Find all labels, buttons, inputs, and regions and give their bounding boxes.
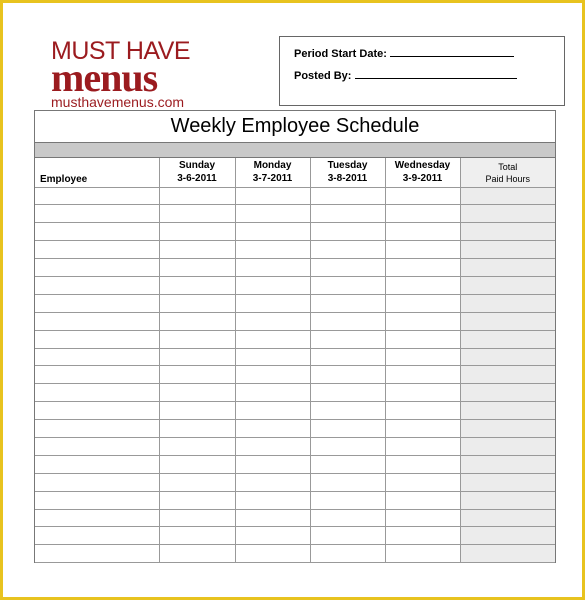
employee-cell[interactable] xyxy=(35,455,159,473)
shift-cell[interactable] xyxy=(310,437,385,455)
day-column-header-monday xyxy=(235,158,310,187)
header-gray-band xyxy=(35,142,555,158)
shift-cell[interactable] xyxy=(310,491,385,509)
shift-cell[interactable] xyxy=(385,294,460,312)
schedule-grid xyxy=(35,158,555,563)
employee-cell[interactable] xyxy=(35,312,159,330)
day-column-header-tuesday xyxy=(310,158,385,187)
shift-cell[interactable] xyxy=(385,366,460,384)
employee-cell[interactable] xyxy=(35,402,159,420)
total-hours-cell[interactable] xyxy=(460,348,555,366)
shift-cell[interactable] xyxy=(159,402,235,420)
shift-cell[interactable] xyxy=(385,187,460,205)
table-row xyxy=(35,437,555,455)
schedule-header-row xyxy=(35,158,555,187)
shift-cell[interactable] xyxy=(385,473,460,491)
total-hours-cell[interactable] xyxy=(460,509,555,527)
employee-cell[interactable] xyxy=(35,473,159,491)
shift-cell[interactable] xyxy=(159,187,235,205)
shift-cell[interactable] xyxy=(235,348,310,366)
shift-cell[interactable] xyxy=(235,473,310,491)
total-hours-cell[interactable] xyxy=(460,276,555,294)
total-hours-cell[interactable] xyxy=(460,330,555,348)
logo-website: musthavemenus.com xyxy=(51,94,185,110)
total-paid-hours-header xyxy=(460,158,555,187)
table-row xyxy=(35,312,555,330)
posted-by-field[interactable] xyxy=(355,68,517,79)
shift-cell[interactable] xyxy=(385,205,460,223)
day-date: 3-9-2011 xyxy=(402,173,443,184)
employee-cell[interactable] xyxy=(35,205,159,223)
employee-cell[interactable] xyxy=(35,187,159,205)
day-name: Monday xyxy=(253,160,292,171)
shift-cell[interactable] xyxy=(159,455,235,473)
shift-cell[interactable] xyxy=(310,527,385,545)
shift-cell[interactable] xyxy=(310,402,385,420)
shift-cell[interactable] xyxy=(385,276,460,294)
employee-cell[interactable] xyxy=(35,437,159,455)
day-date: 3-8-2011 xyxy=(327,173,368,184)
employee-cell[interactable] xyxy=(35,420,159,438)
total-hours-cell[interactable] xyxy=(460,366,555,384)
shift-cell[interactable] xyxy=(310,259,385,277)
day-name: Tuesday xyxy=(327,160,368,171)
employee-cell[interactable] xyxy=(35,276,159,294)
shift-cell[interactable] xyxy=(385,223,460,241)
period-info-box xyxy=(279,36,565,106)
shift-cell[interactable] xyxy=(310,455,385,473)
shift-cell[interactable] xyxy=(310,223,385,241)
shift-cell[interactable] xyxy=(159,241,235,259)
table-row xyxy=(35,241,555,259)
table-row xyxy=(35,384,555,402)
shift-cell[interactable] xyxy=(235,420,310,438)
table-row xyxy=(35,491,555,509)
table-row xyxy=(35,187,555,205)
shift-cell[interactable] xyxy=(159,205,235,223)
shift-cell[interactable] xyxy=(159,437,235,455)
shift-cell[interactable] xyxy=(310,420,385,438)
shift-cell[interactable] xyxy=(310,545,385,563)
total-hours-cell[interactable] xyxy=(460,294,555,312)
total-hours-cell[interactable] xyxy=(460,473,555,491)
total-hours-cell[interactable] xyxy=(460,420,555,438)
employee-cell[interactable] xyxy=(35,330,159,348)
table-row xyxy=(35,402,555,420)
shift-cell[interactable] xyxy=(235,437,310,455)
posted-by-label: Posted By: xyxy=(294,70,352,82)
total-hours-cell[interactable] xyxy=(460,437,555,455)
shift-cell[interactable] xyxy=(235,384,310,402)
day-date: 3-7-2011 xyxy=(252,173,293,184)
table-row xyxy=(35,527,555,545)
shift-cell[interactable] xyxy=(310,205,385,223)
shift-cell[interactable] xyxy=(385,491,460,509)
table-row xyxy=(35,455,555,473)
table-row xyxy=(35,473,555,491)
table-row xyxy=(35,509,555,527)
shift-cell[interactable] xyxy=(310,330,385,348)
shift-cell[interactable] xyxy=(310,384,385,402)
weekly-schedule-table xyxy=(34,110,556,563)
total-hours-cell[interactable] xyxy=(460,527,555,545)
shift-cell[interactable] xyxy=(385,420,460,438)
shift-cell[interactable] xyxy=(235,509,310,527)
employee-cell[interactable] xyxy=(35,223,159,241)
shift-cell[interactable] xyxy=(310,348,385,366)
employee-cell[interactable] xyxy=(35,294,159,312)
table-row xyxy=(35,294,555,312)
shift-cell[interactable] xyxy=(385,437,460,455)
period-start-field[interactable] xyxy=(390,46,514,57)
employee-cell[interactable] xyxy=(35,259,159,277)
total-hours-cell[interactable] xyxy=(460,223,555,241)
table-row xyxy=(35,205,555,223)
shift-cell[interactable] xyxy=(159,491,235,509)
table-row xyxy=(35,330,555,348)
table-row xyxy=(35,348,555,366)
shift-cell[interactable] xyxy=(235,259,310,277)
shift-cell[interactable] xyxy=(385,545,460,563)
shift-cell[interactable] xyxy=(385,259,460,277)
total-hours-cell[interactable] xyxy=(460,491,555,509)
shift-cell[interactable] xyxy=(159,223,235,241)
shift-cell[interactable] xyxy=(310,509,385,527)
shift-cell[interactable] xyxy=(310,366,385,384)
employee-cell[interactable] xyxy=(35,509,159,527)
shift-cell[interactable] xyxy=(310,187,385,205)
shift-cell[interactable] xyxy=(159,259,235,277)
shift-cell[interactable] xyxy=(159,276,235,294)
employee-column-header: Employee xyxy=(35,158,159,187)
table-row xyxy=(35,420,555,438)
shift-cell[interactable] xyxy=(159,366,235,384)
shift-cell[interactable] xyxy=(159,384,235,402)
schedule-title: Weekly Employee Schedule xyxy=(170,115,420,137)
shift-cell[interactable] xyxy=(385,384,460,402)
day-column-header-sunday xyxy=(159,158,235,187)
shift-cell[interactable] xyxy=(310,473,385,491)
employee-cell[interactable] xyxy=(35,241,159,259)
employee-cell[interactable] xyxy=(35,545,159,563)
shift-cell[interactable] xyxy=(235,294,310,312)
shift-cell[interactable] xyxy=(310,276,385,294)
total-header-line2: Paid Hours xyxy=(485,174,531,184)
shift-cell[interactable] xyxy=(385,348,460,366)
shift-cell[interactable] xyxy=(385,402,460,420)
shift-cell[interactable] xyxy=(159,545,235,563)
shift-cell[interactable] xyxy=(385,330,460,348)
shift-cell[interactable] xyxy=(310,294,385,312)
shift-cell[interactable] xyxy=(235,241,310,259)
table-row xyxy=(35,366,555,384)
period-start-label: Period Start Date: xyxy=(294,48,387,60)
employee-cell[interactable] xyxy=(35,527,159,545)
day-name: Wednesday xyxy=(394,160,451,171)
employee-cell[interactable] xyxy=(35,348,159,366)
employee-cell[interactable] xyxy=(35,366,159,384)
shift-cell[interactable] xyxy=(385,509,460,527)
shift-cell[interactable] xyxy=(159,527,235,545)
posted-by-row xyxy=(294,68,517,82)
shift-cell[interactable] xyxy=(159,473,235,491)
total-hours-cell[interactable] xyxy=(460,187,555,205)
total-hours-cell[interactable] xyxy=(460,241,555,259)
total-hours-cell[interactable] xyxy=(460,259,555,277)
day-column-header-wednesday xyxy=(385,158,460,187)
shift-cell[interactable] xyxy=(310,312,385,330)
table-row xyxy=(35,223,555,241)
shift-cell[interactable] xyxy=(235,276,310,294)
shift-cell[interactable] xyxy=(235,312,310,330)
total-hours-cell[interactable] xyxy=(460,205,555,223)
shift-cell[interactable] xyxy=(235,491,310,509)
table-row xyxy=(35,259,555,277)
table-row xyxy=(35,545,555,563)
shift-cell[interactable] xyxy=(159,348,235,366)
shift-cell[interactable] xyxy=(159,312,235,330)
shift-cell[interactable] xyxy=(159,294,235,312)
shift-cell[interactable] xyxy=(385,455,460,473)
shift-cell[interactable] xyxy=(235,455,310,473)
shift-cell[interactable] xyxy=(235,366,310,384)
shift-cell[interactable] xyxy=(235,223,310,241)
total-hours-cell[interactable] xyxy=(460,545,555,563)
musthavemenus-logo xyxy=(51,39,221,111)
shift-cell[interactable] xyxy=(235,187,310,205)
day-name: Sunday xyxy=(178,160,216,171)
schedule-body xyxy=(35,187,555,563)
shift-cell[interactable] xyxy=(235,205,310,223)
total-hours-cell[interactable] xyxy=(460,312,555,330)
shift-cell[interactable] xyxy=(159,330,235,348)
employee-cell[interactable] xyxy=(35,491,159,509)
shift-cell[interactable] xyxy=(385,241,460,259)
logo-text-top: MUST HAVE xyxy=(51,37,191,65)
shift-cell[interactable] xyxy=(235,527,310,545)
shift-cell[interactable] xyxy=(159,420,235,438)
shift-cell[interactable] xyxy=(235,402,310,420)
shift-cell[interactable] xyxy=(235,330,310,348)
shift-cell[interactable] xyxy=(385,527,460,545)
logo-text-menus: menus xyxy=(51,55,158,100)
document-page xyxy=(3,3,582,597)
shift-cell[interactable] xyxy=(310,241,385,259)
period-start-row xyxy=(294,46,514,60)
total-hours-cell[interactable] xyxy=(460,402,555,420)
shift-cell[interactable] xyxy=(385,312,460,330)
shift-cell[interactable] xyxy=(159,509,235,527)
day-date: 3-6-2011 xyxy=(177,173,217,184)
shift-cell[interactable] xyxy=(235,545,310,563)
total-hours-cell[interactable] xyxy=(460,384,555,402)
total-hours-cell[interactable] xyxy=(460,455,555,473)
table-row xyxy=(35,276,555,294)
employee-cell[interactable] xyxy=(35,384,159,402)
total-header-line1: Total xyxy=(498,162,518,172)
